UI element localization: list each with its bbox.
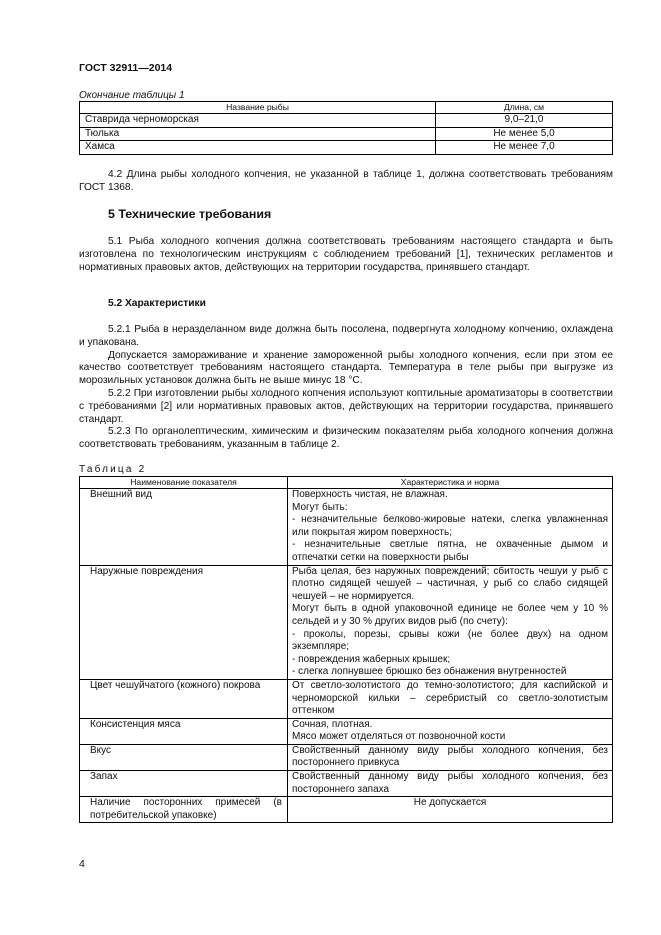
table1-caption: Окончание таблицы 1 [79, 90, 185, 101]
table-1 [79, 101, 613, 155]
table-2 [79, 476, 613, 823]
paragraph-5-2-1: 5.2.1 Рыба в неразделанном виде должна быть посолена, подвергнута холодному копчению, охлаждена и упакована. Допускается замораживание и хранение замороженной рыбы холодного копчения, если при этом ее качество соответствует требованиям настоящего стандарта. Температура в теле рыбы при выгрузке из морозильных установок должна быть не выше минус 18 °С. 5.2.2 При изготовлении рыбы холодного копчения используют коптильные ароматизаторы в соответствии с требованиями [2] или нормативных правовых актов, действующих на территории государства, принявшего стандарт. 5.2.3 По органолептическим, химическим и физическим показателям рыба холодного копчения должна соответствовать требованиям, указанным в таблице 2. [79, 324, 613, 451]
norm-cell: Свойственный данному виду рыбы холодного копчения, без постороннего привкуса [288, 744, 613, 770]
indicator-cell: Вкус [80, 744, 288, 770]
indicator-cell: Наличие посторонних примесей (в потребительской упаковке) [80, 797, 288, 823]
paragraph-5-2-2: 5.2.2 При изготовлении рыбы холодного копчения используют коптильные ароматизаторы в соответствии с требованиями [2] или нормативных правовых актов, действующих на территории государства, принявшего стандарт. [79, 387, 613, 425]
fish-name-cell: Ставрида черноморская [80, 114, 436, 128]
norm-cell: Поверхность чистая, не влажная. Могут быть: - незначительные белково-жировые натеки, слегка увлажненная или покрытая жиром поверхность; - незначительные светлые пятна, не охваченные дымом и отпечатки сетки на поверхности рыбы [288, 489, 613, 566]
paragraph-5-1: 5.1 Рыба холодного копчения должна соответствовать требованиям настоящего стандарта и быть изготовлена по технологическим инструкциям с соблюдением требований [1], технических регламентов и нормативных правовых актов, действующих на территории государства, принявшего стандарт. [79, 236, 613, 273]
table-row [80, 141, 613, 155]
norm-cell: Сочная, плотная. Мясо может отделяться от позвоночной кости [288, 718, 613, 744]
indicator-cell: Запах [80, 771, 288, 797]
table-row [80, 718, 613, 744]
norm-cell: Не допускается [288, 797, 613, 823]
norm-cell: Свойственный данному виду рыбы холодного копчения, без постороннего запаха [288, 771, 613, 797]
fish-name-cell: Тюлька [80, 127, 436, 141]
table2-header-norm: Характеристика и норма [288, 477, 613, 489]
table-row [80, 679, 613, 718]
table-row [80, 127, 613, 141]
subsection-5-2-title: 5.2 Характеристики [108, 298, 206, 309]
fish-length-cell: Не менее 7,0 [436, 141, 613, 155]
indicator-cell: Цвет чешуйчатого (кожного) покрова [80, 679, 288, 718]
table1-header-name: Название рыбы [80, 102, 436, 114]
table-row [80, 489, 613, 566]
fish-length-cell: 9,0–21,0 [436, 114, 613, 128]
paragraph-4-2: 4.2 Длина рыбы холодного копчения, не указанной в таблице 1, должна соответствовать требованиям ГОСТ 1368. [79, 169, 613, 193]
indicator-cell: Внешний вид [80, 489, 288, 566]
table-row [80, 771, 613, 797]
table-row [80, 744, 613, 770]
paragraph-5-2-3: 5.2.3 По органолептическим, химическим и физическим показателям рыба холодного копчения должна соответствовать требованиям, указанным в таблице 2. [79, 426, 613, 451]
fish-name-cell: Хамса [80, 141, 436, 155]
indicator-cell: Наружные повреждения [80, 565, 288, 679]
table-row [80, 565, 613, 679]
table2-caption: Таблица 2 [79, 464, 147, 475]
norm-cell: Рыба целая, без наружных повреждений; сбитость чешуи у рыб с плотно сидящей чешуей – частичная, у рыб со слабо сидящей чешуей – не нормируется. Могут быть в одной упаковочной единице не более чем у 10 % сельдей и у 30 % других видов рыб (по счету): - проколы, порезы, срывы кожи (не более двух) на одном экземпляре; - повреждения жаберных крышек; - слегка лопнувшее брюшко без обнажения внутренностей [288, 565, 613, 679]
norm-cell: От светло-золотистого до темно-золотистого; для каспийской и черноморской кильки – серебристый со светло-золотистым оттенком [288, 679, 613, 718]
fish-length-cell: Не менее 5,0 [436, 127, 613, 141]
paragraph-freezing: Допускается замораживание и хранение замороженной рыбы холодного копчения, если при этом ее качество соответствует требованиям настоящего стандарта. Температура в теле рыбы при выгрузке из морозильных установок должна быть не выше минус 18 °С. [79, 349, 613, 387]
table2-header-indicator: Наименование показателя [80, 477, 288, 489]
table-row [80, 797, 613, 823]
table-row [80, 114, 613, 128]
indicator-cell: Консистенция мяса [80, 718, 288, 744]
document-header: ГОСТ 32911—2014 [79, 62, 173, 74]
table1-header-length: Длина, см [436, 102, 613, 114]
section-5-title: 5 Технические требования [108, 207, 272, 221]
page-number: 4 [79, 858, 85, 870]
